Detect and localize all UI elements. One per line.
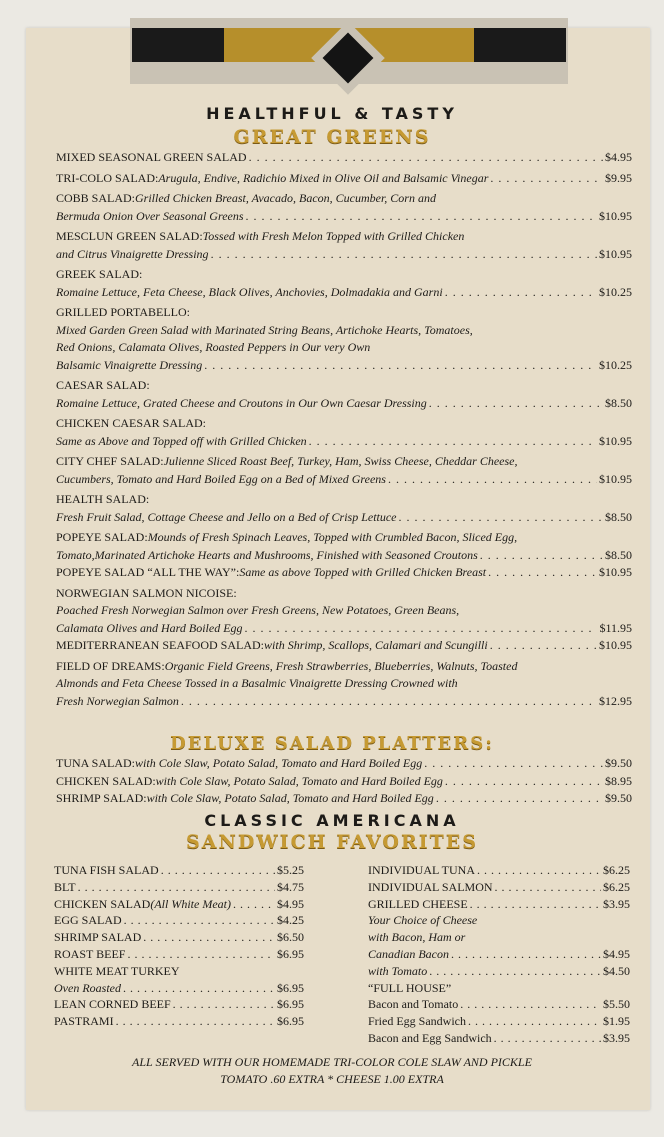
item-price: $1.95 [603,1014,630,1029]
item-name: Fried Egg Sandwich [368,1014,466,1029]
item-price: $9.95 [605,170,632,185]
item-description: Calamata Olives and Hard Boiled Egg [56,620,243,635]
item-name: HEALTH SALAD: [56,492,150,506]
item-name: CITY CHEF SALAD: [56,454,164,468]
menu-item [56,170,632,188]
item-name: GRILLED CHEESE [368,896,468,911]
menu-line [56,415,632,433]
leader-dots [436,790,603,808]
menu-line [54,946,304,963]
menu-item [56,149,632,167]
menu-line [368,879,630,896]
menu-line [56,149,632,167]
item-description: Mounds of Fresh Spinach Leaves, Topped with Crumbled Bacon, Sliced Egg, [147,530,518,544]
menu-line [56,357,632,375]
leader-dots [309,433,597,451]
menu-line [56,339,632,357]
item-price: $4.50 [603,963,630,978]
leader-dots [480,547,603,565]
leader-dots [123,980,275,997]
menu-line [56,564,632,582]
leader-dots [494,1030,601,1047]
item-name: Bacon and Tomato [368,997,459,1012]
item-price: $9.50 [605,791,632,805]
leader-dots [211,246,597,264]
item-name: INDIVIDUAL SALMON [368,879,493,894]
menu-line [368,963,630,980]
menu-line [56,675,632,693]
item-description: and Citrus Vinaigrette Dressing [56,246,209,261]
leader-dots [173,996,275,1013]
item-price: $9.50 [605,756,632,770]
item-price: $8.50 [605,509,632,524]
menu-line [56,471,632,489]
item-description: Poached Fresh Norwegian Salmon over Fresh Greens, New Potatoes, Green Beans, [56,603,460,617]
menu-line [56,266,632,284]
menu-line [56,602,632,620]
menu-line [56,453,632,471]
item-description: Romaine Lettuce, Feta Cheese, Black Olives, Anchovies, Dolmadakia and Garni [56,284,443,299]
item-name: FIELD OF DREAMS: [56,658,165,673]
item-name: POPEYE SALAD “ALL THE WAY”: [56,565,240,579]
leader-dots [445,284,597,302]
greens-list [56,149,632,713]
item-description: (All White Meat) [150,896,231,911]
item-description: Balsamic Vinaigrette Dressing [56,357,203,372]
item-name: MESCLUN GREEN SALAD: [56,229,203,243]
menu-line [56,790,632,808]
menu-line [54,929,304,946]
item-price: $12.95 [599,693,632,708]
item-price: $4.95 [603,946,630,961]
menu-line [56,755,632,773]
menu-line [54,963,304,980]
item-price: $10.95 [599,246,632,261]
menu-line [56,304,632,322]
leader-dots [490,170,603,188]
classic-title: CLASSIC AMERICANA [204,811,460,830]
item-description: Organic Field Greens, Fresh Strawberries, Blueberries, Walnuts, Toasted [164,658,518,673]
item-name: BLT [54,879,76,894]
item-name: CHICKEN SALAD [54,896,151,911]
item-name: CHICKEN SALAD: [56,773,156,788]
menu-line [54,912,304,929]
item-description: Arugula, Endive, Radichio Mixed in Olive Oil and Balsamic Vinegar [158,170,489,185]
menu-line [56,773,632,791]
item-name: POPEYE SALAD: [56,530,148,544]
menu-line [56,246,632,264]
item-price: $4.75 [277,879,304,894]
menu-line [54,879,304,896]
menu-line [54,980,304,997]
menu-line [368,896,630,913]
item-description: with Cole Slaw, Potato Salad, Tomato and Hard Boiled Egg [135,756,423,770]
item-name: INDIVIDUAL TUNA [368,863,475,877]
menu-line [56,377,632,395]
item-price: $4.25 [277,913,304,928]
footer-note-2: TOMATO .60 EXTRA * CHEESE 1.00 EXTRA [220,1072,444,1086]
tagline: HEALTHFUL & TASTY [206,104,458,123]
menu-item [56,491,632,526]
item-name: SHRIMP SALAD: [56,791,147,805]
platters-list [56,755,632,808]
menu-line [56,190,632,208]
leader-dots [245,620,598,638]
leader-dots [460,996,601,1013]
item-description: Almonds and Feta Cheese Tossed in a Basalmic Vinaigrette Dressing Crowned with [56,676,458,690]
menu-item [56,529,632,582]
menu-line [56,637,632,655]
menu-line [56,620,632,638]
menu-item [56,453,632,488]
leader-dots [246,208,597,226]
leader-dots [424,755,603,773]
menu-line [368,1030,630,1047]
menu-line [56,547,632,565]
menu-item [56,228,632,263]
menu-item [56,266,632,301]
sandwich-left-column [54,862,304,1030]
item-description: Oven Roasted [54,980,121,995]
leader-dots [181,693,597,711]
menu-line [56,228,632,246]
leader-dots [78,879,275,896]
item-price: $10.95 [599,471,632,486]
leader-dots [124,912,275,929]
item-description: Tossed with Fresh Melon Topped with Grilled Chicken [202,229,465,243]
item-name: TUNA SALAD: [56,756,136,770]
item-name: CAESAR SALAD: [56,378,150,392]
leader-dots [161,862,275,879]
item-price: $4.95 [605,150,632,164]
leader-dots [399,509,603,527]
menu-line [56,693,632,711]
menu-line [56,284,632,302]
menu-line [56,509,632,527]
item-price: $3.95 [603,896,630,911]
item-price: $6.50 [277,930,304,945]
item-description: Cucumbers, Tomato and Hard Boiled Egg on a Bed of Mixed Greens [56,471,386,486]
item-price: $6.95 [277,946,304,961]
item-description: with Tomato [368,963,428,978]
menu-item [56,415,632,450]
item-name: LEAN CORNED BEEF [54,997,171,1012]
menu-line [368,929,630,946]
item-description: Romaine Lettuce, Grated Cheese and Croutons in Our Own Caesar Dressing [56,395,427,410]
menu-line [54,996,304,1013]
leader-dots [388,471,597,489]
item-name: PASTRAMI [54,1014,114,1029]
item-price: $6.25 [603,879,630,894]
item-name: GREEK SALAD: [56,267,143,281]
menu-line [56,658,632,676]
item-price: $10.25 [599,284,632,299]
item-description: with Cole Slaw, Potato Salad, Tomato and Hard Boiled Egg [146,791,434,805]
menu-line [368,980,630,997]
item-description: with Shrimp, Scallops, Calamari and Scungilli [264,638,488,652]
item-description: with Cole Slaw, Potato Salad, Tomato and Hard Boiled Egg [155,773,443,788]
item-price: $8.50 [605,395,632,410]
menu-line [368,862,630,879]
item-name: MEDITERRANEAN SEAFOOD SALAD: [56,638,265,652]
item-description: Mixed Garden Green Salad with Marinated String Beans, Artichoke Hearts, Tomatoes, [56,322,473,337]
section-title-platters: DELUXE SALAD PLATTERS: [170,733,494,754]
item-price: $4.95 [277,896,304,911]
menu-line [56,170,632,188]
menu-line [56,585,632,603]
menu-line [368,912,630,929]
leader-dots [477,862,601,879]
leader-dots [495,879,601,896]
item-name: COBB SALAD: [56,191,136,205]
footer-note-1: ALL SERVED WITH OUR HOMEMADE TRI-COLOR COLE SLAW AND PICKLE [132,1055,532,1069]
item-price: $6.95 [277,997,304,1012]
item-name: GRILLED PORTABELLO: [56,305,190,319]
leader-dots [249,149,603,167]
item-description: Same as above Topped with Grilled Chicken Breast [239,565,487,579]
item-description: Same as Above and Topped off with Grilled Chicken [56,433,307,448]
menu-line [56,491,632,509]
leader-dots [143,929,275,946]
item-price: $10.95 [599,208,632,223]
item-price: $8.50 [605,547,632,562]
item-price: $10.95 [599,565,632,579]
item-description: Your Choice of Cheese [368,913,478,928]
menu-item [56,377,632,412]
sandwich-right-column [368,862,630,1047]
menu-line [56,395,632,413]
item-name: NORWEGIAN SALMON NICOISE: [56,585,237,600]
menu-item [56,304,632,374]
item-price: $5.50 [603,997,630,1012]
banner-right-bar [474,28,566,62]
leader-dots [429,963,601,980]
item-name: EGG SALAD [54,913,122,928]
item-price: $10.25 [599,357,632,372]
item-description: Red Onions, Calamata Olives, Roasted Peppers in Our very Own [56,340,371,354]
menu-line [56,529,632,547]
item-price: $6.25 [603,863,630,877]
menu-line [54,862,304,879]
leader-dots [451,946,601,963]
leader-dots [470,896,601,913]
leader-dots [127,946,275,963]
item-name: “FULL HOUSE” [368,980,452,995]
menu-item [56,585,632,655]
leader-dots [468,1013,601,1030]
leader-dots [490,637,597,655]
menu-item [56,190,632,225]
item-description: Julienne Sliced Roast Beef, Turkey, Ham, Swiss Cheese, Cheddar Cheese, [163,454,518,468]
leader-dots [488,564,597,582]
menu-line [368,946,630,963]
item-name: TUNA FISH SALAD [54,863,159,877]
item-price: $6.95 [277,980,304,995]
menu-line [56,433,632,451]
leader-dots [429,395,603,413]
item-name: ROAST BEEF [54,946,126,961]
section-title-sandwiches: SANDWICH FAVORITES [186,831,478,853]
item-price: $6.95 [277,1014,304,1029]
item-name: WHITE MEAT TURKEY [54,963,180,978]
leader-dots [445,773,603,791]
menu-line [368,996,630,1013]
menu-item [56,658,632,711]
item-description: Canadian Bacon [368,946,449,961]
leader-dots [116,1013,275,1030]
leader-dots [204,357,597,375]
item-price: $8.95 [605,773,632,788]
item-description: Grilled Chicken Breast, Avacado, Bacon, Cucumber, Corn and [135,191,436,205]
banner-left-bar [132,28,224,62]
leader-dots [233,896,275,913]
item-name: TRI-COLO SALAD: [56,170,159,185]
item-name: CHICKEN CAESAR SALAD: [56,416,207,430]
item-description: Fresh Norwegian Salmon [56,693,179,708]
menu-line [56,322,632,340]
item-price: $10.95 [599,433,632,448]
item-price: $5.25 [277,863,304,877]
section-title-greens: GREAT GREENS [233,126,431,148]
item-description: with Bacon, Ham or [368,930,466,945]
item-description: Fresh Fruit Salad, Cottage Cheese and Jello on a Bed of Crisp Lettuce [56,509,397,524]
menu-line [54,896,304,913]
menu-line [54,1013,304,1030]
menu-line [56,208,632,226]
menu-line [368,1013,630,1030]
item-description: Bermuda Onion Over Seasonal Greens [56,208,244,223]
item-description: Tomato,Marinated Artichoke Hearts and Mushrooms, Finished with Seasoned Croutons [56,547,478,562]
item-name: Bacon and Egg Sandwich [368,1030,492,1045]
item-name: MIXED SEASONAL GREEN SALAD [56,150,247,164]
item-price: $10.95 [599,638,632,652]
item-price: $11.95 [599,620,632,635]
item-name: SHRIMP SALAD [54,930,142,945]
item-price: $3.95 [603,1030,630,1045]
